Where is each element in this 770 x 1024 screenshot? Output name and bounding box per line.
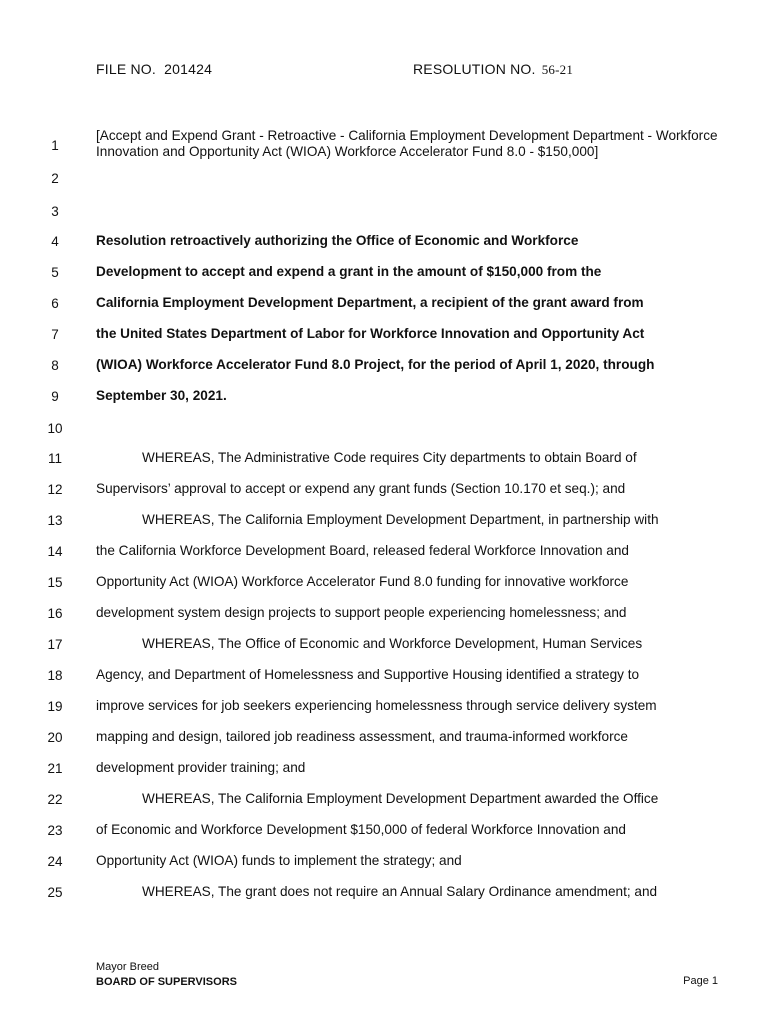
body-text-line: WHEREAS, The grant does not require an Annual Salary Ordinance amendment; and	[142, 884, 658, 899]
resolution-number-value: 56-21	[541, 62, 574, 77]
body-text-line: Opportunity Act (WIOA) Workforce Accelerator Fund 8.0 funding for innovative workforce	[96, 574, 629, 589]
body-text-line: development system design projects to support people experiencing homelessness; and	[96, 605, 627, 620]
resolution-summary-line: California Employment Development Department, a recipient of the grant award from	[96, 295, 644, 310]
resolution-summary-line: (WIOA) Workforce Accelerator Fund 8.0 Project, for the period of April 1, 2020, through	[96, 357, 655, 372]
body-text-line: Opportunity Act (WIOA) funds to implement the strategy; and	[96, 853, 462, 868]
resolution-label: RESOLUTION NO.	[413, 61, 536, 77]
resolution-summary-line: Resolution retroactively authorizing the Office of Economic and Workforce	[96, 233, 579, 248]
body-text-line: WHEREAS, The California Employment Development Department, in partnership with	[142, 512, 659, 527]
body-text-line: development provider training; and	[96, 760, 306, 775]
line-number: 2	[51, 171, 59, 186]
title-bracket: [Accept and Expend Grant - Retroactive - California Employment Development Department - Workforce Innovation and Opportunity Act (WIOA) Workforce Accelerator Fund 8.0 - $150,000]	[96, 128, 718, 159]
line-number: 15	[47, 575, 63, 590]
body-text-line: WHEREAS, The California Employment Development Department awarded the Office	[142, 791, 659, 806]
line-number: 11	[47, 451, 62, 466]
page-number: Page 1	[683, 975, 718, 987]
body-text-line: of Economic and Workforce Development $150,000 of federal Workforce Innovation and	[96, 822, 626, 837]
line-number: 18	[47, 668, 63, 683]
line-number: 9	[51, 389, 59, 404]
resolution-summary-line: September 30, 2021.	[96, 388, 227, 403]
line-number: 13	[47, 513, 63, 528]
resolution-summary-line: the United States Department of Labor for Workforce Innovation and Opportunity Act	[96, 326, 645, 341]
line-number: 4	[51, 234, 59, 249]
line-number: 10	[47, 421, 63, 436]
body-text-line: the California Workforce Development Board, released federal Workforce Innovation and	[96, 543, 629, 558]
line-number: 3	[51, 204, 59, 219]
line-number: 21	[47, 761, 63, 776]
body-text-line: Agency, and Department of Homelessness and Supportive Housing identified a strategy to	[96, 667, 640, 682]
line-number: 14	[47, 544, 63, 559]
line-number: 7	[51, 327, 59, 342]
line-number: 22	[47, 792, 63, 807]
line-number: 12	[47, 482, 63, 497]
line-number: 1	[51, 138, 59, 153]
resolution-number	[413, 61, 573, 78]
resolution-summary-line: Development to accept and expend a grant in the amount of $150,000 from the	[96, 264, 602, 279]
body-text-line: improve services for job seekers experiencing homelessness through service delivery system	[96, 698, 657, 713]
line-number: 5	[51, 265, 59, 280]
file-label: FILE NO.	[96, 61, 156, 77]
footer-board: BOARD OF SUPERVISORS	[96, 976, 237, 988]
line-number: 19	[47, 699, 63, 714]
line-number: 16	[47, 606, 63, 621]
file-number-value: 201424	[164, 61, 213, 77]
line-number: 24	[47, 854, 63, 869]
line-number: 6	[51, 296, 59, 311]
footer-left	[96, 960, 237, 990]
line-number: 25	[47, 885, 63, 900]
body-text-line: mapping and design, tailored job readiness assessment, and trauma-informed workforce	[96, 729, 628, 744]
body-text-line: WHEREAS, The Office of Economic and Workforce Development, Human Services	[142, 636, 643, 651]
footer-sponsor: Mayor Breed	[96, 961, 159, 973]
body-text-line: WHEREAS, The Administrative Code requires City departments to obtain Board of	[142, 450, 637, 465]
line-number: 20	[47, 730, 63, 745]
line-number: 17	[47, 637, 63, 652]
line-number: 23	[47, 823, 63, 838]
line-number: 8	[51, 358, 59, 373]
file-number	[96, 61, 212, 77]
body-text-line: Supervisors’ approval to accept or expend any grant funds (Section 10.170 et seq.); and	[96, 481, 626, 496]
